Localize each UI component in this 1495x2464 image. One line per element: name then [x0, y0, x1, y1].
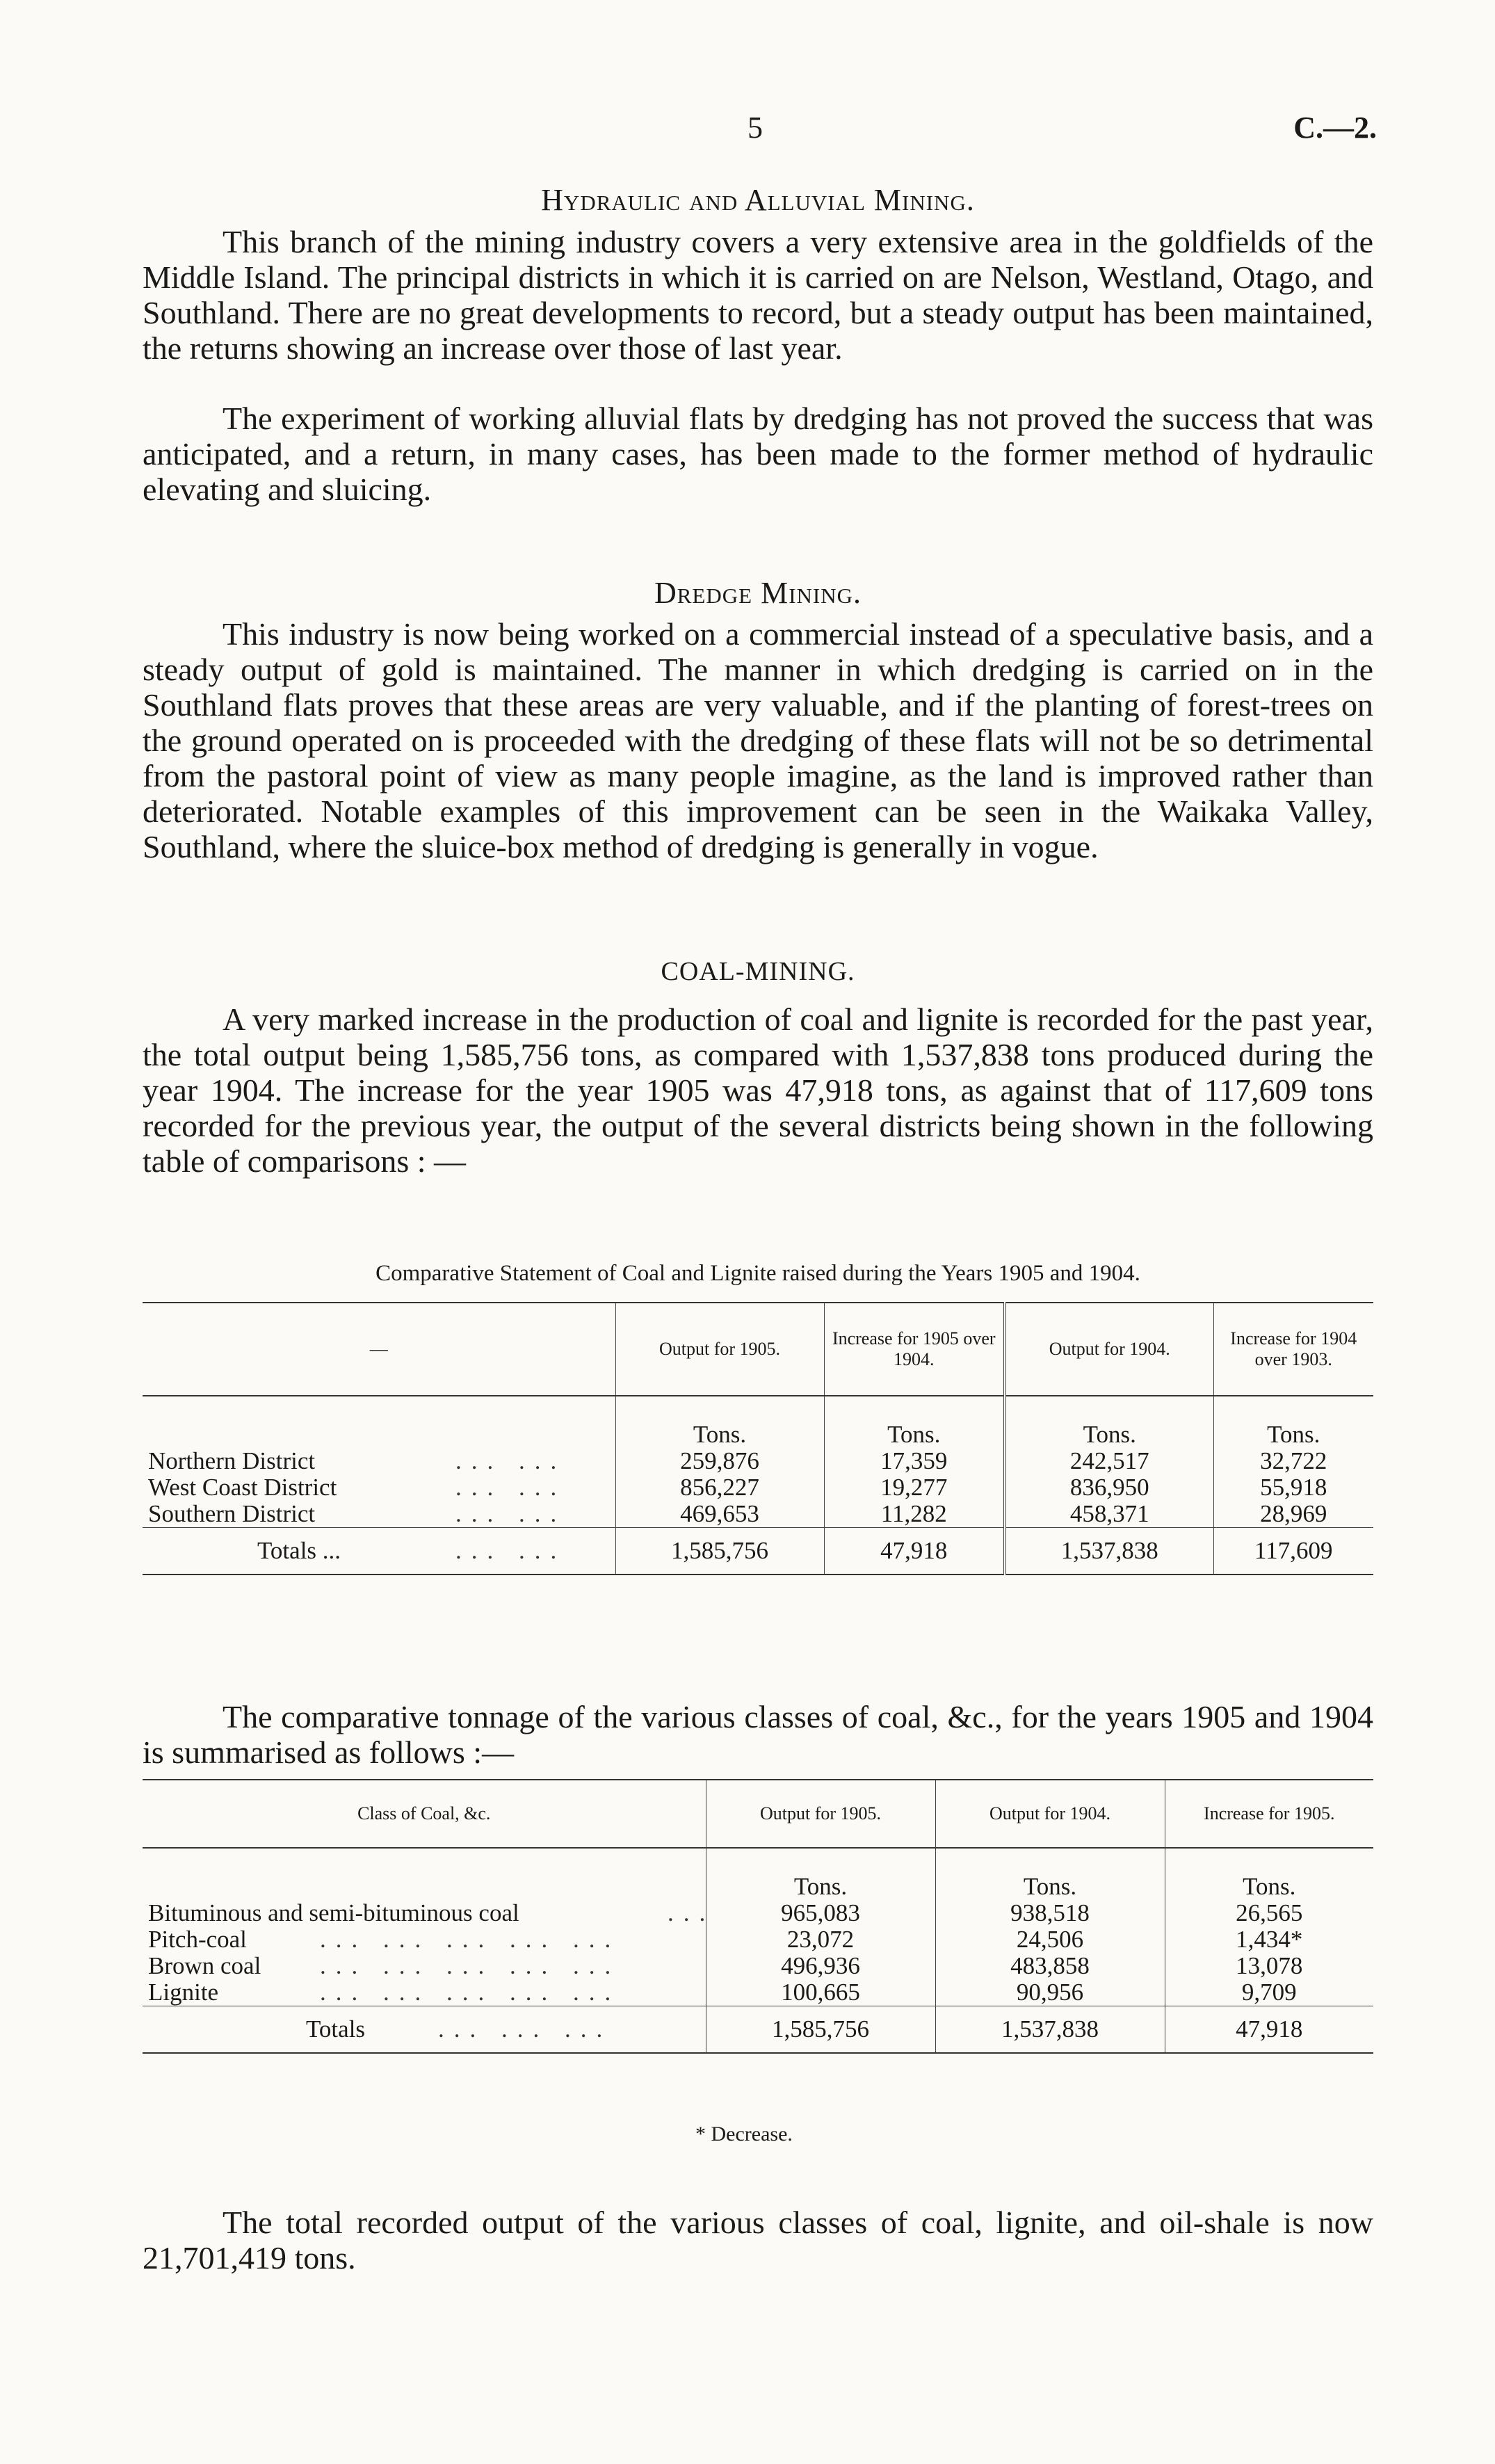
row-label: West Coast District — [148, 1474, 337, 1501]
table-row — [143, 1979, 1373, 2006]
row-label: Pitch-coal — [148, 1926, 247, 1953]
cell-value: 259,876 — [615, 1448, 824, 1474]
closing-paragraph: The total recorded output of the various classes of coal, lignite, and oil-shale is now 21,701,419 tons. — [143, 2205, 1373, 2276]
table-row — [143, 1926, 1373, 1953]
row-label: Northern District — [148, 1447, 316, 1474]
row-label: Southern District — [148, 1500, 316, 1527]
cell-value: 9,709 — [1165, 1979, 1373, 2006]
hydraulic-heading: Hydraulic and Alluvial Mining. — [541, 183, 975, 217]
table1-header-output-1904: Output for 1904. — [1005, 1303, 1213, 1396]
table-row — [143, 1953, 1373, 1979]
total-value: 1,537,838 — [1005, 1528, 1213, 1575]
cell-value: 55,918 — [1213, 1474, 1373, 1501]
cell-value: 458,371 — [1005, 1501, 1213, 1528]
summary-intro: The comparative tonnage of the various classes of coal, &c., for the years 1905 and 1904 is summarised as follows :— — [143, 1699, 1373, 1770]
dot-leader: ... ... ... ... ... — [320, 1979, 621, 2006]
cell-value: 483,858 — [935, 1953, 1165, 1979]
dot-leader: ... ... ... ... ... — [320, 1952, 621, 1979]
coal-heading: COAL-MINING. — [661, 957, 855, 986]
table2-header-output-1904: Output for 1904. — [935, 1780, 1165, 1848]
cell-value: 19,277 — [824, 1474, 1005, 1501]
cell-value: 836,950 — [1005, 1474, 1213, 1501]
coal-paragraph: A very marked increase in the production of coal and lignite is recorded for the past year, the total output being 1,585,756 tons, as compared with 1,537,838 tons produced during the year 1904. The increase for the year 1905 was 47,918 tons, as against that of 117,609 tons recorded for the previous year, the output of the several districts being shown in the following table of comparisons : — — [143, 1001, 1373, 1179]
cell-value: 856,227 — [615, 1474, 824, 1501]
district-comparison-table — [143, 1302, 1373, 1575]
table1-header-row — [143, 1303, 1373, 1396]
dot-leader: ... ... — [455, 1474, 567, 1501]
total-value: 47,918 — [1165, 2006, 1373, 2054]
table1-unit: Tons. — [824, 1396, 1005, 1448]
table2-units-row — [143, 1848, 1373, 1900]
dot-leader: ... ... — [455, 1537, 567, 1564]
totals-label: Totals ... — [257, 1537, 341, 1564]
totals-label: Totals — [306, 2015, 366, 2043]
total-value: 47,918 — [824, 1528, 1005, 1575]
table2-unit: Tons. — [706, 1848, 935, 1900]
cell-value: 28,969 — [1213, 1501, 1373, 1528]
total-value: 1,585,756 — [706, 2006, 935, 2054]
table2-totals-row — [143, 2006, 1373, 2054]
dredge-paragraph: This industry is now being worked on a commercial instead of a speculative basis, and a steady output of gold is maintained. The manner in which dredging is carried on in the Southland flats proves that these areas are very valuable, and if the planting of forest-trees on the ground operated on is proceeded with the dredging of these flats will not be so detrimental from the pastoral point of view as many people imagine, as the land is improved rather than deteriorated. Notable examples of this improvement can be seen in the Waikaka Valley, Southland, where the sluice-box method of dredging is generally in vogue. — [143, 616, 1373, 864]
table1-header-increase-1905: Increase for 1905 over 1904. — [824, 1303, 1005, 1396]
total-value: 1,537,838 — [935, 2006, 1165, 2054]
table1-header-output-1905: Output for 1905. — [615, 1303, 824, 1396]
dot-leader: ... ... — [455, 1447, 567, 1474]
total-value: 1,585,756 — [615, 1528, 824, 1575]
table1-totals-row — [143, 1528, 1373, 1575]
cell-value: 90,956 — [935, 1979, 1165, 2006]
dredge-heading: Dredge Mining. — [654, 576, 862, 610]
document-reference: C.—2. — [1293, 111, 1377, 145]
dot-leader: ... — [668, 1899, 716, 1926]
row-label: Brown coal — [148, 1952, 261, 1979]
cell-value: 13,078 — [1165, 1953, 1373, 1979]
table1-unit: Tons. — [1005, 1396, 1213, 1448]
cell-value: 32,722 — [1213, 1448, 1373, 1474]
table1-unit: Tons. — [1213, 1396, 1373, 1448]
coal-class-table — [143, 1779, 1373, 2054]
table-row — [143, 1900, 1373, 1926]
table1-units-row — [143, 1396, 1373, 1448]
table-row — [143, 1501, 1373, 1528]
table1-caption-text: Comparative Statement of Coal and Lignite raised during the Years 1905 and 1904. — [375, 1261, 1140, 1286]
cell-value: 469,653 — [615, 1501, 824, 1528]
cell-value: 26,565 — [1165, 1900, 1373, 1926]
table1-header-blank: — — [369, 1339, 388, 1359]
dot-leader: ... ... ... — [438, 2015, 613, 2043]
table1-caption — [143, 1261, 1373, 1287]
table2-header-increase-1905: Increase for 1905. — [1165, 1780, 1373, 1848]
footnote: * Decrease. — [695, 2123, 793, 2145]
table-row — [143, 1474, 1373, 1501]
dot-leader: ... ... ... ... ... — [320, 1926, 621, 1953]
cell-value: 100,665 — [706, 1979, 935, 2006]
table-row — [143, 1448, 1373, 1474]
cell-value: 1,434* — [1165, 1926, 1373, 1953]
table2-header-class: Class of Coal, &c. — [357, 1803, 491, 1823]
table1-unit: Tons. — [615, 1396, 824, 1448]
page-number: 5 — [748, 111, 763, 145]
cell-value: 965,083 — [706, 1900, 935, 1926]
table2-header-output-1905: Output for 1905. — [706, 1780, 935, 1848]
total-value: 117,609 — [1213, 1528, 1373, 1575]
cell-value: 23,072 — [706, 1926, 935, 1953]
table1-header-increase-1904: Increase for 1904 over 1903. — [1213, 1303, 1373, 1396]
cell-value: 938,518 — [935, 1900, 1165, 1926]
table2-unit: Tons. — [1165, 1848, 1373, 1900]
table2-header-row — [143, 1780, 1373, 1848]
dot-leader: ... ... — [455, 1500, 567, 1527]
row-label: Bituminous and semi-bituminous coal — [148, 1899, 519, 1926]
cell-value: 496,936 — [706, 1953, 935, 1979]
cell-value: 242,517 — [1005, 1448, 1213, 1474]
hydraulic-paragraph-2: The experiment of working alluvial flats by dredging has not proved the success that was anticipated, and a return, in many cases, has been made to the former method of hydraulic elevating and sluicing. — [143, 401, 1373, 507]
row-label: Lignite — [148, 1979, 219, 2006]
cell-value: 11,282 — [824, 1501, 1005, 1528]
hydraulic-paragraph-1: This branch of the mining industry covers a very extensive area in the goldfields of the Middle Island. The principal districts in which it is carried on are Nelson, Westland, Otago, and Southland. There are no great developments to record, but a steady output has been maintained, the returns showing an increase over those of last year. — [143, 224, 1373, 366]
table2-unit: Tons. — [935, 1848, 1165, 1900]
cell-value: 24,506 — [935, 1926, 1165, 1953]
cell-value: 17,359 — [824, 1448, 1005, 1474]
